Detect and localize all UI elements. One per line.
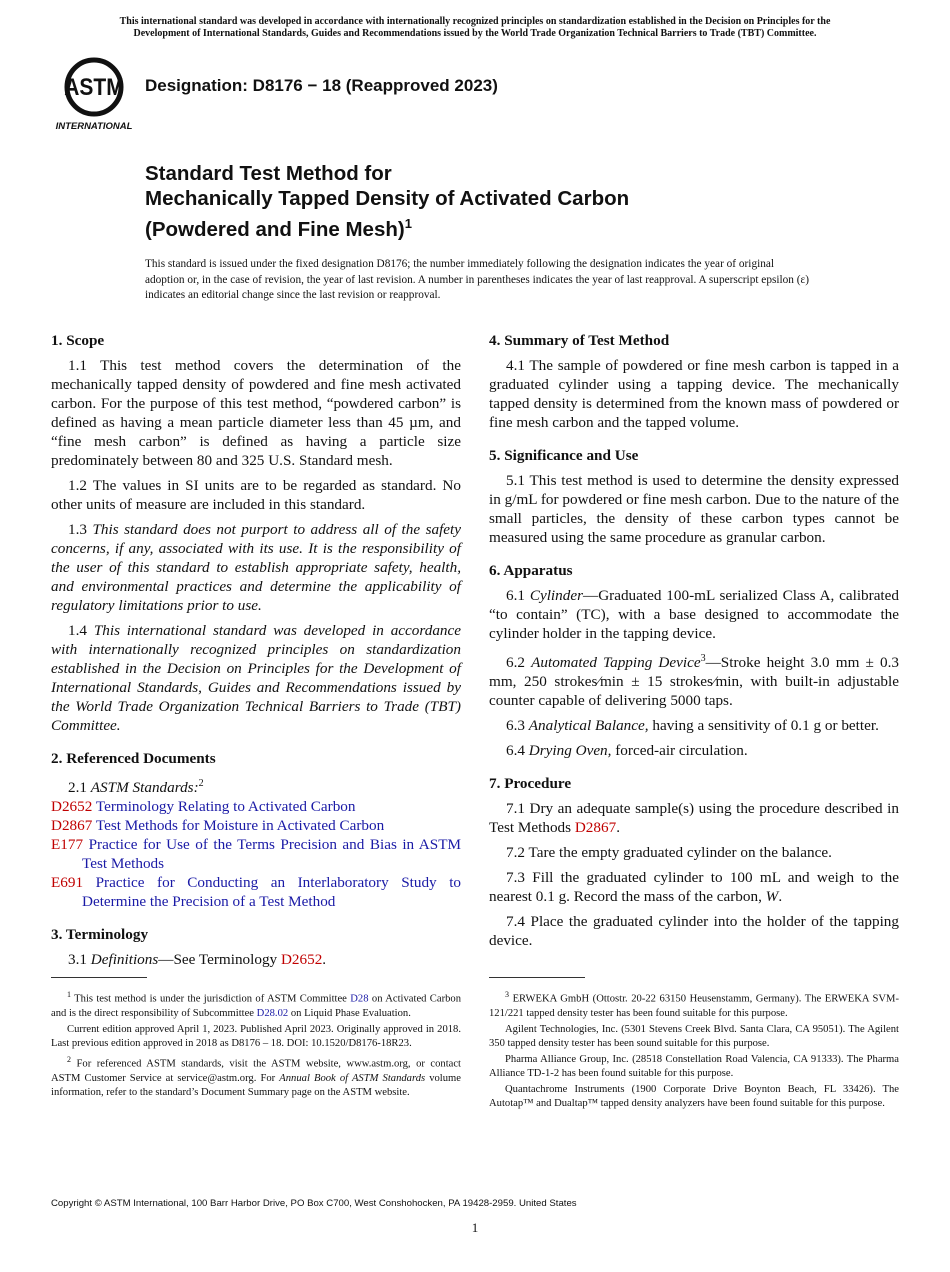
ref-code-link[interactable]: D2652 <box>51 798 93 816</box>
paragraph-1-1: 1.1 This test method covers the determination of the mechanically tapped density of powdered and fine mesh activated carbon. For the purpose of this test method, “powdered carbon” is defined as having a mean particle diameter less than 45 µm, and “fine mesh carbon” is defined as having a particle size predominately between 80 and 325 U.S. Standard mesh. <box>51 357 461 469</box>
paragraph-6-4 <box>489 741 899 760</box>
term-oven: Drying Oven, <box>528 742 612 760</box>
footnote-2-text-a: For referenced ASTM standards, visit the ASTM website, www.astm.org, or contact ASTM Customer Service at service@astm.org. For <box>51 1058 461 1084</box>
paragraph-6-1-text: —Graduated 100-mL serialized Class A, calibrated “to contain” (TC), with a base designed to accommodate the cylinder holder in the tapping device. <box>489 587 899 642</box>
committee-d28-link[interactable]: D28 <box>350 993 369 1005</box>
paragraph-1-3-text: This standard does not purport to address all of the safety concerns, if any, associated with its use. It is the responsibility of the user of this standard to establish appropriate safety, health, and environmental practices and determine the applicability of regulatory limitations prior to use. <box>51 521 462 614</box>
ref-title-link[interactable]: Practice for Use of the Terms Precision and Bias in ASTM Test Methods <box>82 836 462 873</box>
footnote-3-erweka: ERWEKA GmbH (Ottostr. 20-22 63150 Heusenstamm, Germany). The ERWEKA SVM-121/221 tapped density tester has been found suitable for this purpose. <box>489 993 899 1020</box>
astm-standards-label <box>51 774 461 797</box>
period: . <box>322 951 327 969</box>
footnotes-left <box>51 988 461 1102</box>
paragraph-number: 6.2 <box>506 654 525 672</box>
footnote-mark: 2 <box>198 778 204 789</box>
logo-text: ASTM <box>64 73 124 101</box>
ref-d2652-link[interactable]: D2652 <box>280 951 323 969</box>
edition-note: Current edition approved April 1, 2023. Published April 2023. Originally approved in 2018. Last previous edition approved in 2018 as D8176 – 18. DOI: 10.1520/D8176-18R23. <box>51 1023 461 1050</box>
paragraph-number: 6.3 <box>506 717 525 735</box>
footnote-3-agilent: Agilent Technologies, Inc. (5301 Stevens Creek Blvd. Santa Clara, CA 95051). The Agilent 350 tapped density tester has been sound suitable for this purpose. <box>489 1023 899 1050</box>
paragraph-7-2: 7.2 Tare the empty graduated cylinder on the balance. <box>506 844 832 862</box>
paragraph-1-3 <box>51 520 461 615</box>
ref-d2867-link[interactable]: D2867 <box>574 819 617 837</box>
paragraph-number: 1.3 <box>68 521 87 538</box>
astm-logo <box>52 57 136 133</box>
section-heading-procedure: 7. Procedure <box>489 775 572 793</box>
section-heading-significance: 5. Significance and Use <box>489 447 639 464</box>
paragraph-number: 2.1 <box>68 779 87 797</box>
section-heading-terminology: 3. Terminology <box>51 926 149 944</box>
ref-code-link[interactable]: E177 <box>51 836 84 854</box>
astm-logo-icon <box>52 57 136 133</box>
ref-item <box>51 873 461 911</box>
paragraph-7-4: 7.4 Place the graduated cylinder into the holder of the tapping device. <box>489 913 899 950</box>
paragraph-7-1 <box>489 799 899 837</box>
footnote-2-text-b: volume information, refer to the standard’s Document Summary page on the ASTM website. <box>51 1072 461 1099</box>
paragraph-number: 6.4 <box>506 742 525 760</box>
section-heading-referenced: 2. Referenced Documents <box>51 750 216 767</box>
paragraph-4-1: 4.1 The sample of powdered or fine mesh carbon is tapped in a graduated cylinder using a tapping device. The mechanically tapped density is determined from the known mass of powdered or fine mesh carbon and the tapped volume. <box>489 357 899 431</box>
logo-subtext: INTERNATIONAL <box>55 121 133 132</box>
paragraph-number: 1.4 <box>68 622 87 639</box>
paragraph-1-4-text: This international standard was developed in accordance with internationally recognized principles on standardization established in the Decision on Principles for the Development of International Standards, Guides and Recommendations issued by the World Trade Organization Technical Barriers to Trade (TBT) Committee. <box>51 622 461 734</box>
footnote-1-text-a: This test method is under the jurisdiction of ASTM Committee <box>74 993 347 1005</box>
astm-standards-text: ASTM Standards: <box>90 779 199 797</box>
footnote-1-text-c: on Liquid Phase Evaluation. <box>290 1008 411 1020</box>
ref-code-link[interactable]: E691 <box>51 874 84 892</box>
paragraph-6-2 <box>489 649 899 710</box>
paragraph-6-4-text: forced-air circulation. <box>611 742 748 760</box>
footnote-mark: 3 <box>700 653 706 664</box>
paragraph-1-4 <box>51 621 461 735</box>
paragraph-7-1-text: 7.1 Dry an adequate sample(s) using the procedure described in Test Methods <box>489 800 899 837</box>
title-footnote-mark: 1 <box>404 216 412 231</box>
paragraph-6-3 <box>489 716 899 735</box>
ref-title-link[interactable]: Terminology Relating to Activated Carbon <box>95 798 356 816</box>
term-definitions: Definitions <box>90 951 159 969</box>
tbt-notice-line1: This international standard was developed in accordance with internationally recognized principles on standardization established in the Decision on Principles for the <box>119 16 831 27</box>
footnote-2-italic: Annual Book of ASTM Standards <box>279 1072 426 1084</box>
document-title <box>145 161 629 242</box>
term-balance: Analytical Balance, <box>528 717 649 735</box>
ref-item <box>51 816 461 835</box>
footnote-2 <box>51 1053 461 1101</box>
term-tapping-device: Automated Tapping Device <box>531 654 701 672</box>
footnote-divider-right <box>489 977 585 978</box>
left-column <box>51 331 461 975</box>
ref-item <box>51 835 461 873</box>
period: . <box>616 819 620 837</box>
title-line1: Standard Test Method for <box>145 162 392 185</box>
referenced-documents-list <box>51 774 461 911</box>
paragraph-6-3-text: having a sensitivity of 0.1 g or better. <box>648 717 879 735</box>
footnote-mark: 1 <box>67 990 71 999</box>
footnote-3-pharma: Pharma Alliance Group, Inc. (28518 Constellation Road Valencia, CA 91333). The Pharma Alliance TD-1-2 has been found suitable for this purpose. <box>489 1053 899 1080</box>
footnote-3 <box>489 988 899 1022</box>
paragraph-number: 6.1 <box>506 587 525 604</box>
issuance-note: This standard is issued under the fixed designation D8176; the number immediately following the designation indicates the year of original adoption or, in the case of revision, the year of last revision. A number in parentheses indicates the year of last reapproval. A superscript epsilon (ε) indicates an editorial change since the last revision or reapproval. <box>145 258 810 301</box>
footnote-mark: 3 <box>505 990 509 999</box>
designation: Designation: D8176 − 18 (Reapproved 2023) <box>145 76 498 95</box>
paragraph-7-3-text: 7.3 Fill the graduated cylinder to 100 mL and weigh to the nearest 0.1 g. Record the mass of the carbon, <box>489 869 899 906</box>
paragraph-5-1: 5.1 This test method is used to determine the density expressed in g/mL for powdered or fine mesh carbon. Due to the nature of the small particles, the density of these carbon types cannot be measured using the same procedure as granular carbon. <box>489 472 899 546</box>
section-heading-summary: 4. Summary of Test Method <box>489 332 670 349</box>
ref-code-link[interactable]: D2867 <box>51 817 93 835</box>
ref-item <box>51 797 461 816</box>
right-column <box>489 331 899 956</box>
footnotes-right <box>489 988 899 1113</box>
footnote-3-quantachrome: Quantachrome Instruments (1900 Corporate Drive Boynton Beach, FL 33426). The Autotap™ and Dualtap™ tapped density analyzers have been found suitable for this purpose. <box>489 1083 899 1110</box>
subcommittee-d28-02-link[interactable]: D28.02 <box>256 1008 289 1020</box>
period: . <box>778 888 783 906</box>
page-number: 1 <box>471 1220 479 1235</box>
paragraph-7-3 <box>489 868 899 906</box>
section-heading-scope: 1. Scope <box>51 332 105 349</box>
paragraph-3-1 <box>51 950 461 969</box>
paragraph-6-1 <box>489 586 899 643</box>
section-heading-apparatus: 6. Apparatus <box>489 562 573 579</box>
title-line2: Mechanically Tapped Density of Activated Carbon <box>145 187 630 210</box>
footnote-mark: 2 <box>67 1054 71 1064</box>
paragraph-number: 3.1 <box>68 951 87 969</box>
paragraph-6-2-text: —Stroke height 3.0 mm ± 0.3 mm, 250 strokes⁄min ± 15 strokes⁄min, with built-in adjustable counter capable of delivering 5000 taps. <box>489 654 899 710</box>
term-cylinder: Cylinder <box>529 587 583 604</box>
tbt-notice-line2: Development of International Standards, Guides and Recommendations issued by the World Trade Organization Technical Barriers to Trade (TBT) Committee. <box>133 28 817 39</box>
ref-title-link[interactable]: Test Methods for Moisture in Activated Carbon <box>95 817 385 835</box>
title-line3 <box>145 211 629 242</box>
footnote-divider-left <box>51 977 147 978</box>
ref-title-link[interactable]: Practice for Conducting an Interlaboratory Study to Determine the Precision of a Test Method <box>82 874 462 911</box>
copyright-line: Copyright © ASTM International, 100 Barr Harbor Drive, PO Box C700, West Conshohocken, PA 19428-2959. United States <box>51 1198 577 1209</box>
tbt-notice <box>40 16 910 40</box>
paragraph-3-1-text: —See Terminology <box>158 951 278 969</box>
footnote-1-text-b: on Activated Carbon and is the direct responsibility of Subcommittee <box>51 993 461 1020</box>
variable-w: W <box>765 888 779 906</box>
paragraph-1-2: 1.2 The values in SI units are to be regarded as standard. No other units of measure are included in this standard. <box>51 477 461 513</box>
footnote-1 <box>51 988 461 1022</box>
title-line3-text: (Powdered and Fine Mesh) <box>145 217 405 241</box>
